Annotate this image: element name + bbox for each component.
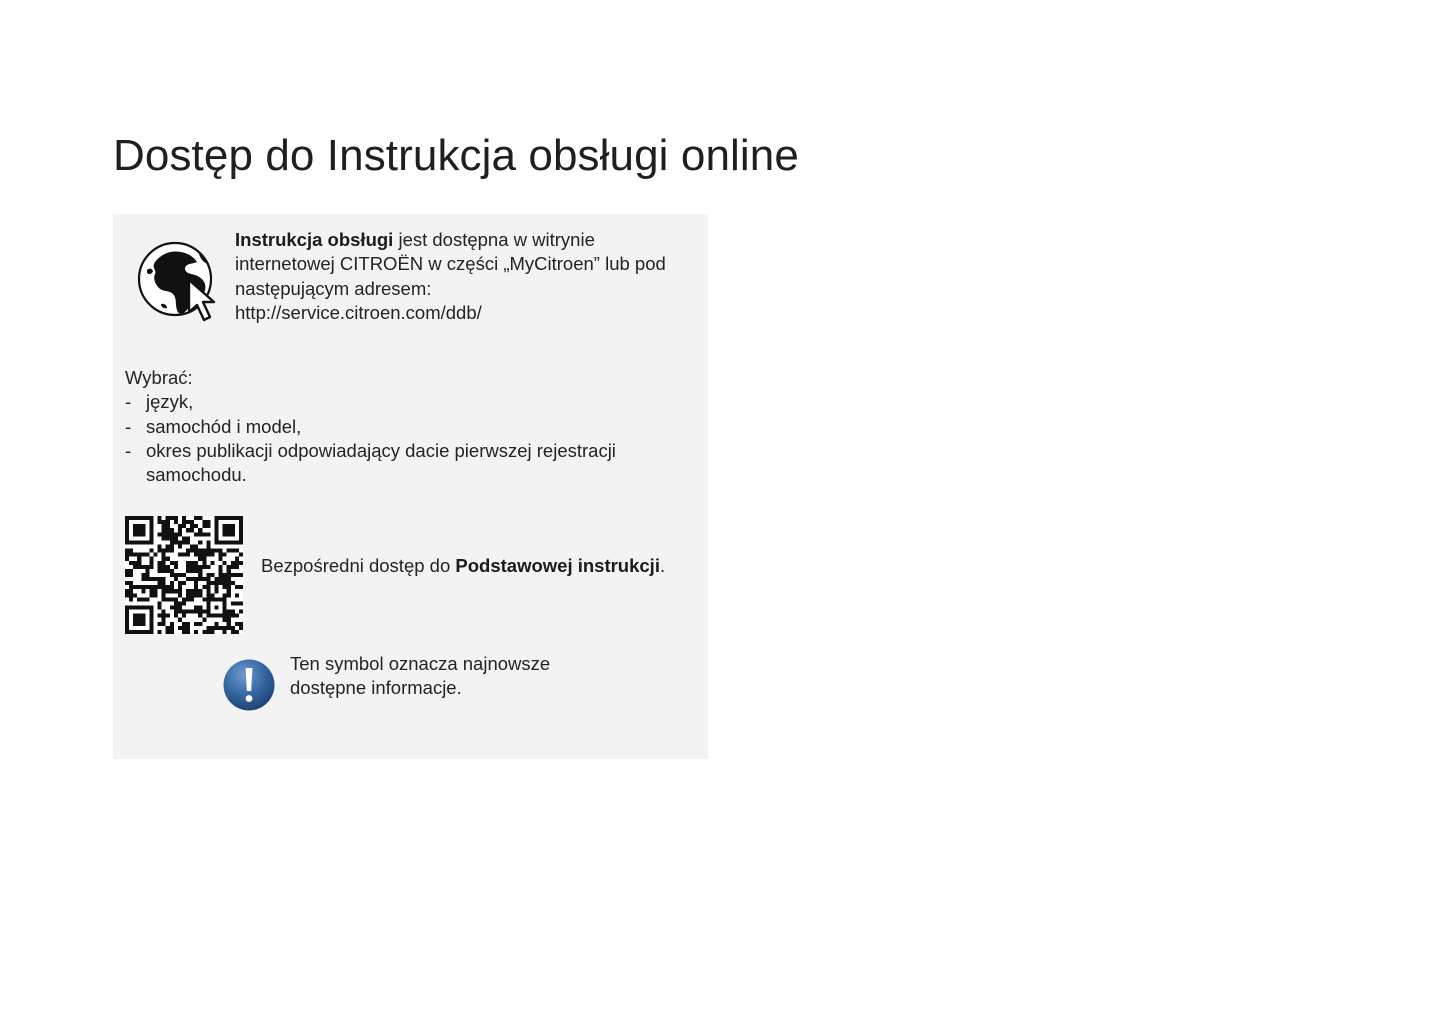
bullet-dash: - — [125, 391, 132, 413]
select-instructions — [125, 366, 695, 487]
list-item — [125, 439, 695, 488]
bullet-dash: - — [125, 415, 132, 437]
qr-text-bold: Podstawowej instrukcji — [455, 555, 660, 576]
qr-description — [261, 554, 665, 578]
list-item-text: samochód i model, — [146, 415, 302, 437]
intro-text — [235, 228, 695, 325]
exclamation-icon — [222, 658, 276, 712]
list-item — [125, 415, 695, 439]
select-list — [125, 390, 695, 487]
manual-url[interactable]: http://service.citroen.com/ddb/ — [235, 301, 482, 323]
intro-body: jest dostępna w witrynie internetowej CITROËN w części „MyCitroen” lub pod następującym adresem: — [235, 229, 666, 299]
qr-text-before: Bezpośredni dostęp do — [261, 555, 456, 576]
qr-text-after: . — [659, 555, 666, 576]
select-label: Wybrać: — [125, 367, 193, 388]
list-item-text: język, — [146, 391, 194, 413]
qr-code[interactable] — [125, 516, 243, 634]
list-item — [125, 390, 695, 414]
intro-bold: Instrukcja obsługi — [235, 229, 394, 250]
page-title: Dostęp do Instrukcja obsługi online — [113, 131, 799, 180]
bullet-dash: - — [125, 439, 132, 461]
info-panel — [113, 214, 708, 759]
globe-cursor-icon — [137, 240, 227, 332]
list-item-text: okres publikacji odpowiadający dacie pierwszej rejestracji samochodu. — [146, 439, 616, 486]
info-description: Ten symbol oznacza najnowsze dostępne informacje. — [290, 653, 551, 699]
